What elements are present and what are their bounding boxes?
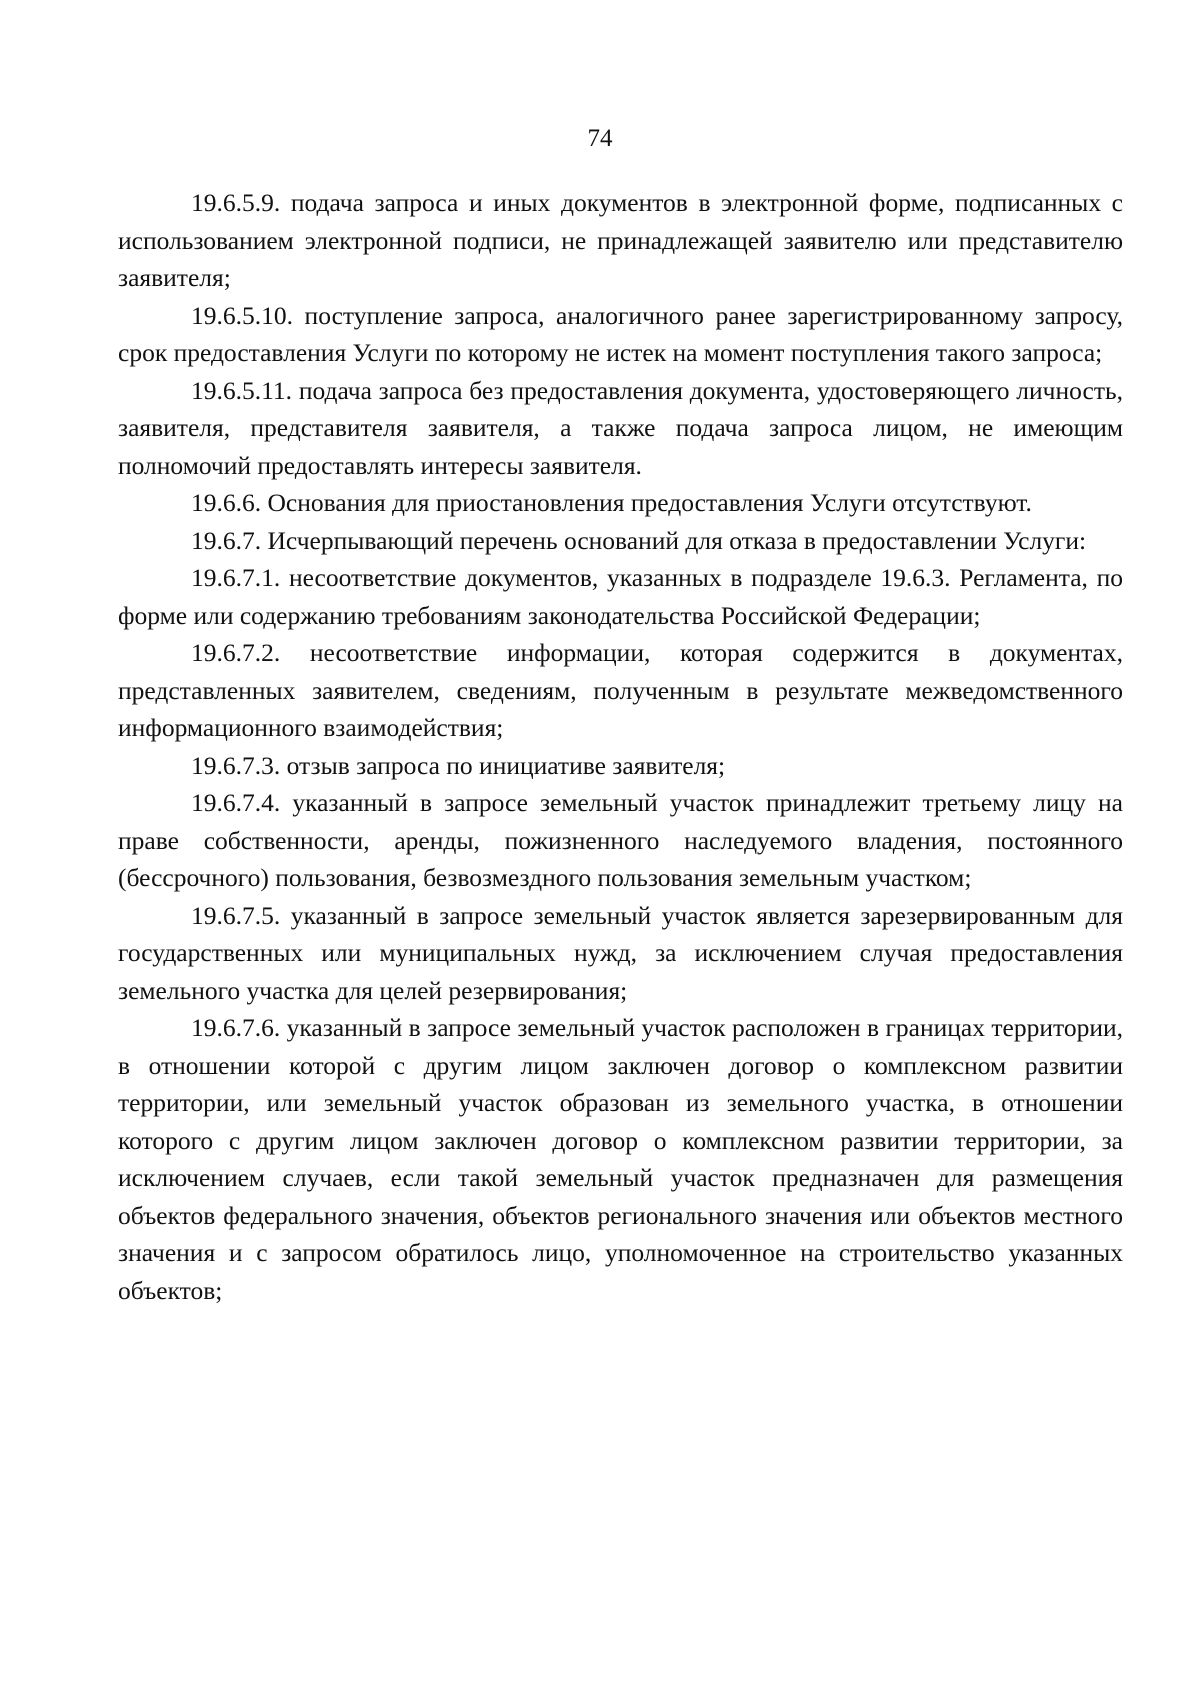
page-number: 74: [587, 125, 613, 152]
clause-19-6-7: 19.6.7. Исчерпывающий перечень оснований для отказа в предоставлении Услуги:: [191, 525, 1087, 555]
clause-19-6-7-5: 19.6.7.5. указанный в запросе земельный участок является зарезервированным для государственных или муниципальных нужд, за исключением случая предоставления земельного участка для целей резервирования;: [118, 900, 1123, 1005]
clause-19-6-7-1: 19.6.7.1. несоответствие документов, указанных в подразделе 19.6.3. Регламента, по форме или содержанию требованиям законодательства Российской Федерации;: [118, 563, 1123, 630]
clause-19-6-7-4: 19.6.7.4. указанный в запросе земельный участок принадлежит третьему лицу на праве собственности, аренды, пожизненного наследуемого владения, постоянного (бессрочного) пользования, безвозмездного пользования земельным участком;: [118, 788, 1123, 892]
clause-19-6-7-3: 19.6.7.3. отзыв запроса по инициативе заявителя;: [191, 750, 726, 780]
document-body: [118, 184, 1123, 1309]
clause-19-6-5-10: 19.6.5.10. поступление запроса, аналогичного ранее зарегистрированному запросу, срок предоставления Услуги по которому не истек на момент поступления такого запроса;: [118, 300, 1123, 367]
clause-19-6-7-2: 19.6.7.2. несоответствие информации, которая содержится в документах, представленных заявителем, сведениям, полученным в результате межведомственного информационного взаимодействия;: [118, 638, 1123, 742]
clause-19-6-6: 19.6.6. Основания для приостановления предоставления Услуги отсутствуют.: [191, 488, 1032, 517]
clause-19-6-5-11: 19.6.5.11. подача запроса без предоставления документа, удостоверяющего личность, заявителя, представителя заявителя, а также подача запроса лицом, не имеющим полномочий предоставлять интересы заявителя.: [118, 375, 1123, 480]
clause-19-6-5-9: 19.6.5.9. подача запроса и иных документов в электронной форме, подписанных с использованием электронной подписи, не принадлежащей заявителю или представителю заявителя;: [118, 188, 1123, 292]
clause-19-6-7-6: 19.6.7.6. указанный в запросе земельный участок расположен в границах территории, в отношении которой с другим лицом заключен договор о комплексном развитии территории, или земельный участок образован из земельного участка, в отношении которого с другим лицом заключен договор о комплексном развитии территории, за исключением случаев, если такой земельный участок предназначен для размещения объектов федерального значения, объектов регионального значения или объектов местного значения и с запросом обратилось лицо, уполномоченное на строительство указанных объектов;: [118, 1013, 1123, 1305]
